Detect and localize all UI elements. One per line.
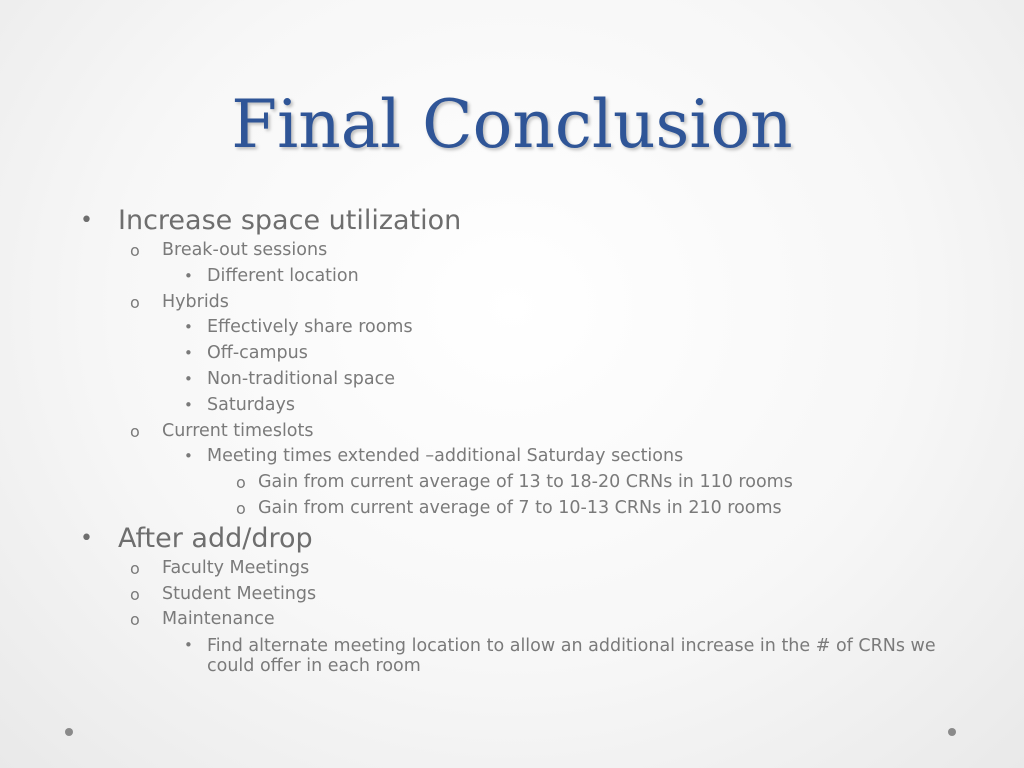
- bullet-text: Effectively share rooms: [207, 317, 413, 338]
- bullet-text: Meeting times extended –additional Saturday sections: [207, 446, 684, 467]
- bullet-text: Increase space utilization: [118, 205, 462, 236]
- bullet-marker: •: [184, 447, 193, 466]
- bullet-item: [0, 315, 1024, 341]
- bullet-text: After add/drop: [118, 522, 313, 554]
- bullet-text: Faculty Meetings: [162, 557, 310, 578]
- bullet-marker: •: [184, 395, 193, 414]
- bullet-text: Different location: [207, 265, 359, 286]
- bullet-marker: •: [184, 266, 193, 285]
- bullet-text: Maintenance: [162, 609, 275, 630]
- bullet-marker: •: [184, 636, 193, 655]
- bullet-marker: o: [130, 292, 140, 312]
- slide-title: Final Conclusion: [231, 86, 793, 163]
- bullet-list: [0, 204, 1024, 679]
- bullet-text: Current timeslots: [162, 420, 314, 441]
- bullet-text: Off-campus: [207, 343, 308, 364]
- bullet-marker: o: [130, 241, 140, 260]
- decorative-dot-right: [948, 728, 956, 736]
- bullet-item: [0, 264, 1024, 290]
- bullet-item: [0, 290, 1024, 316]
- bullet-marker: o: [236, 498, 246, 518]
- bullet-marker: o: [130, 610, 140, 630]
- bullet-text: Student Meetings: [162, 583, 317, 604]
- bullet-text: Hybrids: [162, 291, 229, 312]
- bullet-text: Gain from current average of 13 to 18-20 CRNs in 110 rooms: [258, 472, 793, 493]
- bullet-item: [0, 496, 1024, 522]
- bullet-text: Find alternate meeting location to allow an additional increase in the # of CRNs we could offer in each room: [207, 636, 936, 677]
- bullet-text: Non-traditional space: [207, 368, 395, 389]
- bullet-item: [0, 470, 1024, 496]
- bullet-marker: •: [80, 208, 93, 233]
- bullet-marker: o: [130, 558, 140, 578]
- bullet-text: Saturdays: [207, 394, 295, 415]
- bullet-marker: •: [184, 369, 193, 388]
- bullet-item: [0, 367, 1024, 393]
- bullet-marker: o: [130, 584, 140, 604]
- bullet-text: Gain from current average of 7 to 10-13 CRNs in 210 rooms: [258, 497, 782, 518]
- bullet-item: [0, 238, 1024, 264]
- bullet-item: [0, 522, 1024, 556]
- bullet-item: [0, 444, 1024, 470]
- decorative-dot-left: [65, 728, 73, 736]
- bullet-item: [0, 419, 1024, 445]
- bullet-item: [0, 633, 1024, 679]
- bullet-marker: •: [184, 344, 193, 363]
- bullet-text: Break-out sessions: [162, 240, 328, 260]
- bullet-item: [0, 582, 1024, 608]
- bullet-marker: •: [184, 318, 193, 337]
- bullet-item: [0, 204, 1024, 238]
- bullet-item: [0, 607, 1024, 633]
- bullet-item: [0, 393, 1024, 419]
- bullet-item: [0, 556, 1024, 582]
- bullet-marker: o: [236, 473, 246, 493]
- bullet-item: [0, 341, 1024, 367]
- bullet-marker: o: [130, 421, 140, 441]
- bullet-marker: •: [80, 525, 93, 551]
